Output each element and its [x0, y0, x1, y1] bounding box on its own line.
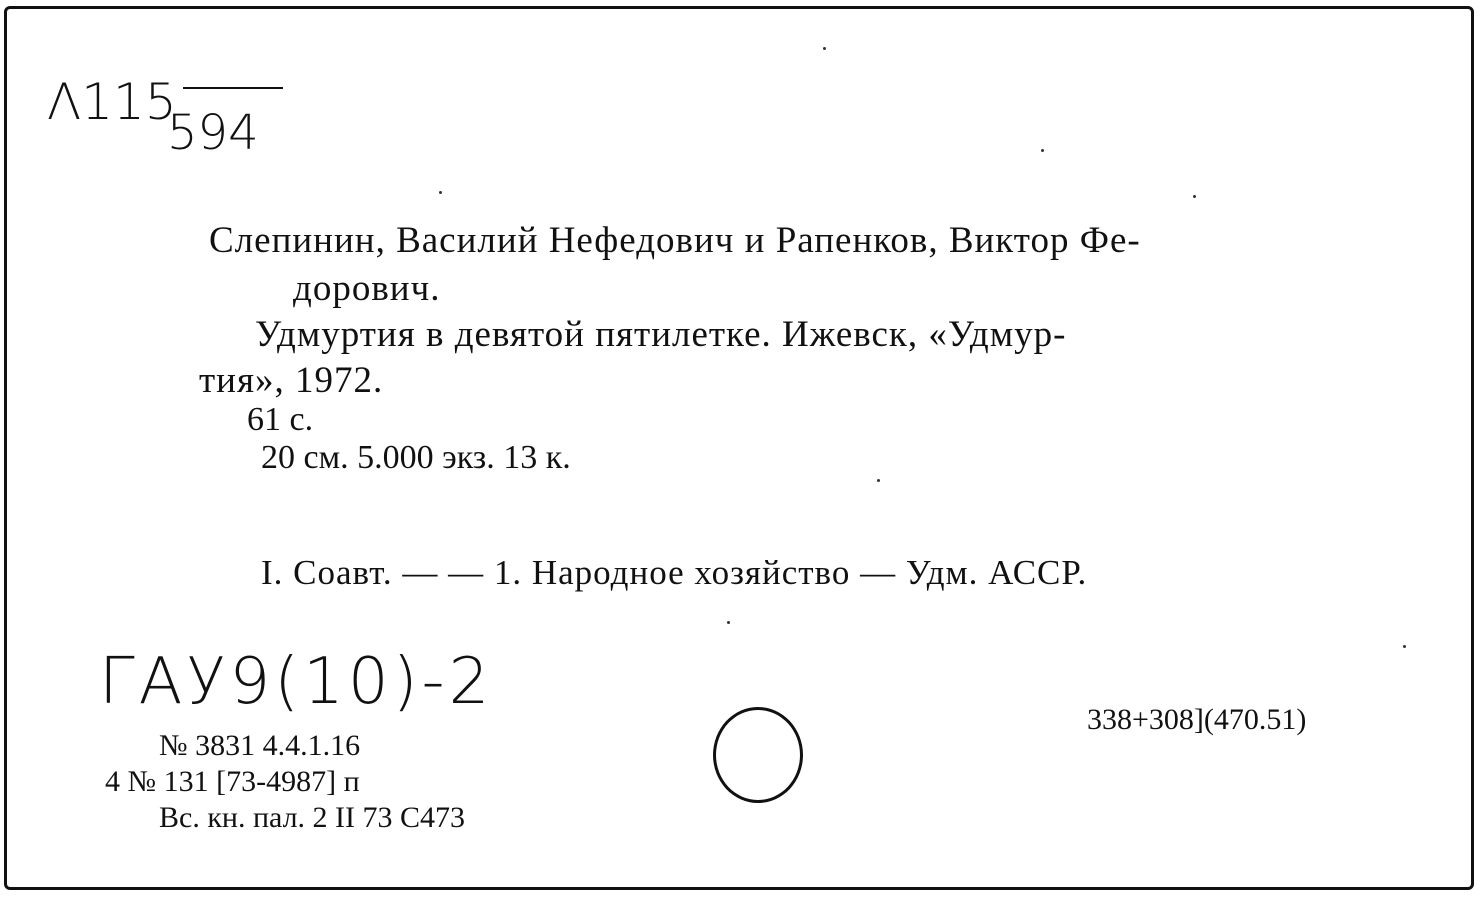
title-line-2: тия», 1972.: [199, 360, 384, 401]
shelfmark-prefix: Λ115: [47, 73, 177, 131]
pages-count: 61 с.: [247, 401, 314, 438]
scan-speck: [439, 191, 442, 194]
scan-speck: [823, 47, 826, 50]
card-punch-hole: [713, 707, 803, 803]
scan-speck: [877, 479, 880, 482]
title-line-1: Удмуртия в девятой пятилетке. Ижевск, «Удмур-: [255, 314, 1067, 355]
print-info-line-2: 4 № 131 [73-4987] п: [105, 765, 360, 798]
shelfmark-fraction-line: [183, 87, 283, 89]
scan-speck: [727, 621, 730, 624]
classification-number: 338+308](470.51): [1087, 703, 1307, 736]
scan-speck: [1041, 149, 1044, 152]
scan-speck: [1403, 645, 1406, 648]
physical-description: 20 см. 5.000 экз. 13 к.: [261, 439, 571, 476]
print-info-line-1: № 3831 4.4.1.16: [159, 729, 361, 762]
author-line-2: дорович.: [293, 268, 441, 309]
subject-tracings: I. Соавт. — — 1. Народное хозяйство — Удм. АССР.: [261, 553, 1088, 592]
print-info-line-3: Вс. кн. пал. 2 II 73 С473: [159, 801, 466, 834]
shelfmark-denominator: 594: [167, 105, 259, 161]
handwritten-classification: ГАУ9(10)-2: [99, 645, 494, 719]
catalog-card: [4, 6, 1474, 890]
author-line-1: Слепинин, Василий Нефедович и Рапенков, Виктор Фе-: [209, 220, 1141, 261]
scan-speck: [1193, 195, 1196, 198]
